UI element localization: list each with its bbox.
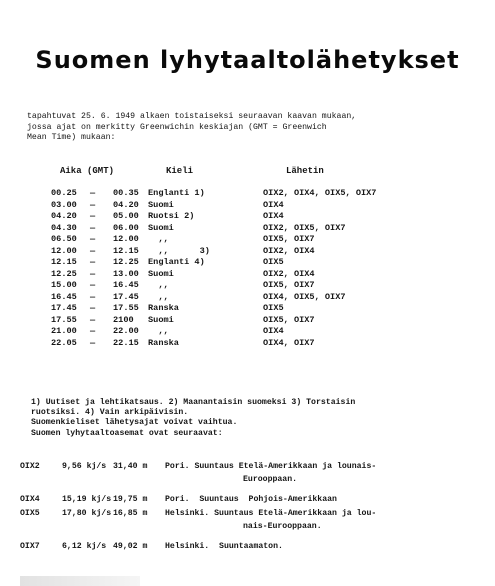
table-row	[0, 211, 495, 222]
row-dash: —	[90, 268, 96, 279]
row-end-time: 13.00	[113, 268, 139, 279]
row-transmitters: OIX4, OIX5, OIX7	[263, 291, 346, 302]
table-row	[0, 188, 495, 199]
station-frequency: 6,12 kj/s	[62, 542, 107, 551]
row-end-time: 22.00	[113, 326, 139, 336]
station-wavelength: 31,40 m	[113, 462, 148, 471]
station-wavelength: 19,75 m	[113, 495, 148, 504]
station-callsign: OIX2	[20, 462, 40, 471]
station-frequency: 15,19 kj/s	[62, 495, 112, 504]
row-dash: —	[90, 303, 96, 313]
row-transmitters: OIX2, OIX4, OIX5, OIX7	[263, 188, 377, 198]
footnote-line: Suomenkieliset lähetysajat voivat vaihtua.	[31, 418, 238, 428]
row-language: Ranska	[148, 337, 179, 348]
row-dash: —	[90, 291, 96, 302]
station-description-continued: nais-Eurooppaan.	[243, 522, 322, 531]
header-time: Aika (GMT)	[60, 166, 115, 176]
station-description: Pori. Suuntaus Etelä-Amerikkaan ja lounais-	[165, 462, 377, 471]
station-description: Helsinki. Suuntaus Etelä-Amerikkaan ja lou-	[165, 509, 377, 518]
row-dash: —	[90, 326, 96, 336]
row-dash: —	[90, 337, 96, 348]
row-dash: —	[90, 188, 96, 198]
row-dash: —	[90, 314, 96, 325]
row-start-time: 00.25	[51, 188, 77, 198]
row-language: ,,	[148, 280, 169, 290]
row-transmitters: OIX4, OIX7	[263, 337, 315, 348]
row-language: Suomi	[148, 268, 174, 279]
row-language: Suomi	[148, 314, 174, 325]
scan-smudge	[20, 576, 140, 586]
row-language: ,,	[148, 234, 169, 244]
row-dash: —	[90, 234, 96, 244]
row-start-time: 04.30	[51, 222, 77, 233]
table-row	[0, 223, 495, 234]
row-dash: —	[90, 199, 96, 210]
intro-line: tapahtuvat 25. 6. 1949 alkaen toistaiseksi seuraavan kaavan mukaan,	[27, 112, 357, 121]
footnote-line: Suomen lyhytaaltoasemat ovat seuraavat:	[31, 428, 223, 438]
row-end-time: 12.15	[113, 245, 139, 256]
station-callsign: OIX5	[20, 509, 40, 518]
row-language: Suomi	[148, 199, 174, 210]
row-start-time: 12.25	[51, 268, 77, 279]
row-start-time: 17.45	[51, 303, 77, 313]
station-frequency: 9,56 kj/s	[62, 462, 107, 471]
row-start-time: 17.55	[51, 314, 77, 325]
table-row	[0, 303, 495, 314]
station-description: Helsinki. Suuntaamaton.	[165, 542, 283, 551]
header-transmitter: Lähetin	[286, 166, 324, 176]
row-transmitters: OIX4	[263, 211, 284, 221]
row-end-time: 17.55	[113, 303, 139, 313]
row-dash: —	[90, 280, 96, 290]
row-language: Englanti 1)	[148, 188, 205, 198]
row-transmitters: OIX5	[263, 257, 284, 267]
table-row	[0, 246, 495, 257]
row-end-time: 22.15	[113, 337, 139, 348]
row-language: ,, 3)	[148, 245, 210, 256]
row-end-time: 00.35	[113, 188, 139, 198]
row-end-time: 04.20	[113, 199, 139, 210]
row-dash: —	[90, 245, 96, 256]
row-transmitters: OIX2, OIX4	[263, 268, 315, 279]
row-language: Ranska	[148, 303, 179, 313]
row-end-time: 06.00	[113, 222, 139, 233]
intro-line: jossa ajat on merkitty Greenwichin keskiajan (GMT = Greenwich	[27, 122, 327, 132]
station-callsign: OIX7	[20, 542, 40, 551]
row-start-time: 15.00	[51, 280, 77, 290]
footnotes	[31, 398, 491, 439]
row-end-time: 16.45	[113, 280, 139, 290]
row-transmitters: OIX5, OIX7	[263, 314, 315, 325]
row-start-time: 12.00	[51, 245, 77, 256]
intro-line: Mean Time) mukaan:	[27, 133, 116, 142]
row-end-time: 05.00	[113, 211, 139, 221]
station-wavelength: 49,02 m	[113, 542, 148, 551]
table-row	[0, 326, 495, 337]
row-transmitters: OIX5, OIX7	[263, 234, 315, 244]
row-start-time: 16.45	[51, 291, 77, 302]
station-callsign: OIX4	[20, 495, 40, 504]
row-start-time: 03.00	[51, 199, 77, 210]
row-language: Ruotsi 2)	[148, 211, 195, 221]
row-language: ,,	[148, 291, 169, 302]
table-row	[0, 338, 495, 349]
row-start-time: 12.15	[51, 257, 77, 267]
row-dash: —	[90, 257, 96, 267]
footnote-line: 1) Uutiset ja lehtikatsaus. 2) Maanantaisin suomeksi 3) Torstaisin	[31, 398, 356, 407]
header-language: Kieli	[166, 166, 194, 176]
row-transmitters: OIX5	[263, 303, 284, 313]
row-start-time: 06.50	[51, 234, 77, 244]
table-row	[0, 292, 495, 303]
station-frequency: 17,80 kj/s	[62, 509, 112, 518]
table-row	[0, 280, 495, 291]
table-row	[0, 315, 495, 326]
table-row	[0, 200, 495, 211]
row-dash: —	[90, 211, 96, 221]
row-language: Englanti 4)	[148, 257, 205, 267]
table-row	[0, 257, 495, 268]
station-wavelength: 16,85 m	[113, 509, 148, 518]
station-description: Pori. Suuntaus Pohjois-Amerikkaan	[165, 495, 337, 504]
row-end-time: 17.45	[113, 291, 139, 302]
row-end-time: 12.00	[113, 234, 139, 244]
row-start-time: 04.20	[51, 211, 77, 221]
row-transmitters: OIX2, OIX4	[263, 245, 315, 256]
intro-paragraph	[27, 112, 482, 144]
row-dash: —	[90, 222, 96, 233]
row-start-time: 21.00	[51, 326, 77, 336]
row-transmitters: OIX4	[263, 199, 284, 210]
station-description-continued: Eurooppaan.	[243, 475, 298, 484]
row-transmitters: OIX4	[263, 326, 284, 336]
row-language: Suomi	[148, 222, 174, 233]
row-start-time: 22.05	[51, 337, 77, 348]
row-transmitters: OIX5, OIX7	[263, 280, 315, 290]
page-title: Suomen lyhytaaltolähetykset	[35, 46, 460, 74]
row-end-time: 12.25	[113, 257, 139, 267]
row-transmitters: OIX2, OIX5, OIX7	[263, 222, 346, 233]
table-row	[0, 234, 495, 245]
row-language: ,,	[148, 326, 169, 336]
row-end-time: 2100	[113, 314, 134, 325]
footnote-line: ruotsiksi. 4) Vain arkipäivisin.	[31, 408, 189, 418]
table-row	[0, 269, 495, 280]
